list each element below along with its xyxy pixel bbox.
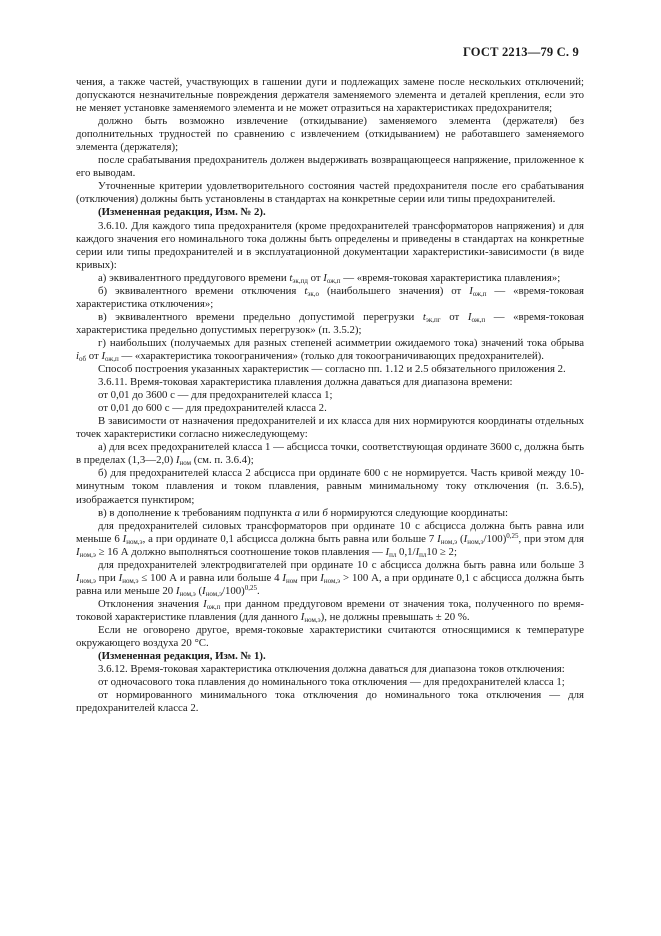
paragraph: 3.6.11. Время-токовая характеристика плавления должна даваться для диапазона времени: xyxy=(98,376,513,389)
paragraph: после срабатывания предохранитель должен выдерживать возвращающееся напряжение, приложенное к его выводам. xyxy=(76,154,584,180)
paragraph: Отклонения значения $I_{ож,п}$ при данном преддуговом времени от значения тока, полученного по время-токовой характеристике плавления (для данного $I_{ном,э}$), не должны превышать ± 20 %. xyxy=(76,597,584,624)
paragraph: от нормированного минимального тока отключения до номинального тока отключения — для предохранителей класса 2. xyxy=(76,689,584,715)
paragraph: 3.6.12. Время-токовая характеристика отключения должна даваться для диапазона токов отключения: xyxy=(98,663,565,676)
paragraph: от одночасового тока плавления до номинального тока отключения — для предохранителей класса 1; xyxy=(98,676,565,689)
list-item: а) эквивалентного преддугового времени $t_{эк,пд}$ от $I_{ож,п}$ — «время-токовая характеристика плавления»; xyxy=(98,271,561,285)
paragraph: В зависимости от назначения предохранителей и их класса для них нормируются координаты отдельных точек характеристики согласно нижеследующему: xyxy=(76,415,584,441)
page-header: ГОСТ 2213—79 С. 9 xyxy=(462,45,579,59)
list-item: г) наибольших (получаемых для разных степеней асимметрии ожидаемого тока) значений тока обрыва $i_{об}$ от $I_{ож,п}$ — «характеристика токоограничения» (только для токоограничивающих предохранителей). xyxy=(76,336,584,363)
amendment-note: (Измененная редакция, Изм. № 2). xyxy=(98,206,266,219)
list-item: в) в дополнение к требованиям подпункта а или б нормируются следующие координаты: xyxy=(98,506,509,519)
paragraph: должно быть возможно извлечение (откидывание) заменяемого элемента (держателя) без дополнительных трудностей по сравнению с извлечением (откидыванием) не работавшего заменяемого элемента (держателя); xyxy=(76,115,584,154)
paragraph: от 0,01 до 600 с — для предохранителей класса 2. xyxy=(98,402,327,415)
list-item: б) эквивалентного времени отключения $t_{эк,о}$ (наибольшего значения) от $I_{ож,п}$ — «время-токовая характеристика отключения»; xyxy=(76,284,585,310)
paragraph: от 0,01 до 3600 с — для предохранителей класса 1; xyxy=(98,389,333,402)
paragraph: Уточненные критерии удовлетворительного состояния частей предохранителя после его срабатывания (отключения) должны быть установлены в стандартах на конкретные серии или типы предохранителей. xyxy=(76,180,584,206)
paragraph: 3.6.10. Для каждого типа предохранителя (кроме предохранителей трансформаторов напряжения) и для каждого значения его номинального тока должны быть определены и приведены в стандартах на конкретные серии или типы предохранителей и в эксплуатационной документации характеристики-зависимости (в виде кривых): xyxy=(76,219,584,271)
paragraph: Если не оговорено другое, время-токовые характеристики считаются относящимися к температуре окружающего воздуха 20 °С. xyxy=(76,623,584,650)
paragraph: для предохранителей электродвигателей при ординате 10 с абсцисса должна быть равна или больше 3 $I_{ном,э}$ при $I_{ном,э} \le 100$ А и равна или больше 4 $I_{ном}$ при $I_{ном,э} > 100$ А, а при ординате 0,1 с абсцисса должна быть равна или меньше 20 $I_{ном,э}$ $(I_{ном,э}/100)^{0,25}$. xyxy=(76,558,585,598)
document-body xyxy=(76,76,584,715)
paragraph: для предохранителей силовых трансформаторов при ординате 10 с абсцисса должна быть равна или меньше 6 $I_{ном,э}$, а при ординате 0,1 абсцисса должна быть равна или больше 7 $I_{ном,э}$ $(I_{ном,э}/100)^{0,25}$, при этом для $I_{ном,э} \ge 16$ А должно выполняться соотношение токов плавления — $I_{пл}$ $0,1/I_{пл}10 \ge 2$; xyxy=(76,519,585,559)
list-item: в) эквивалентного времени предельно допустимой перегрузки $t_{эк,пг}$ от $I_{ож,п}$ — «время-токовая характеристика предельно допустимых перегрузок» (п. 3.5.2); xyxy=(76,310,585,336)
list-item: а) для всех предохранителей класса 1 — абсцисса точки, соответствующая ординате 3600 с, должна быть в пределах (1,3—2,0) $I_{ном}$ (см. п. 3.6.4); xyxy=(76,441,584,468)
paragraph: чения, а также частей, участвующих в гашении дуги и подлежащих замене после нескольких отключений; допускаются незначительные повреждения держателя заменяемого элемента и деталей крепления, если это не меняет установке заменяемого элемента и не может отразиться на характеристиках предохранителя; xyxy=(76,76,584,115)
amendment-note: (Измененная редакция, Изм. № 1). xyxy=(98,650,266,663)
paragraph: Способ построения указанных характеристик — согласно пп. 1.12 и 2.5 обязательного приложения 2. xyxy=(98,363,566,376)
list-item: б) для предохранителей класса 2 абсцисса при ординате 600 с не нормируется. Часть кривой между 10-минутным током плавления и током плавления, равным минимальному току отключения (п. 3.6.5), изображается пунктиром; xyxy=(76,467,584,506)
